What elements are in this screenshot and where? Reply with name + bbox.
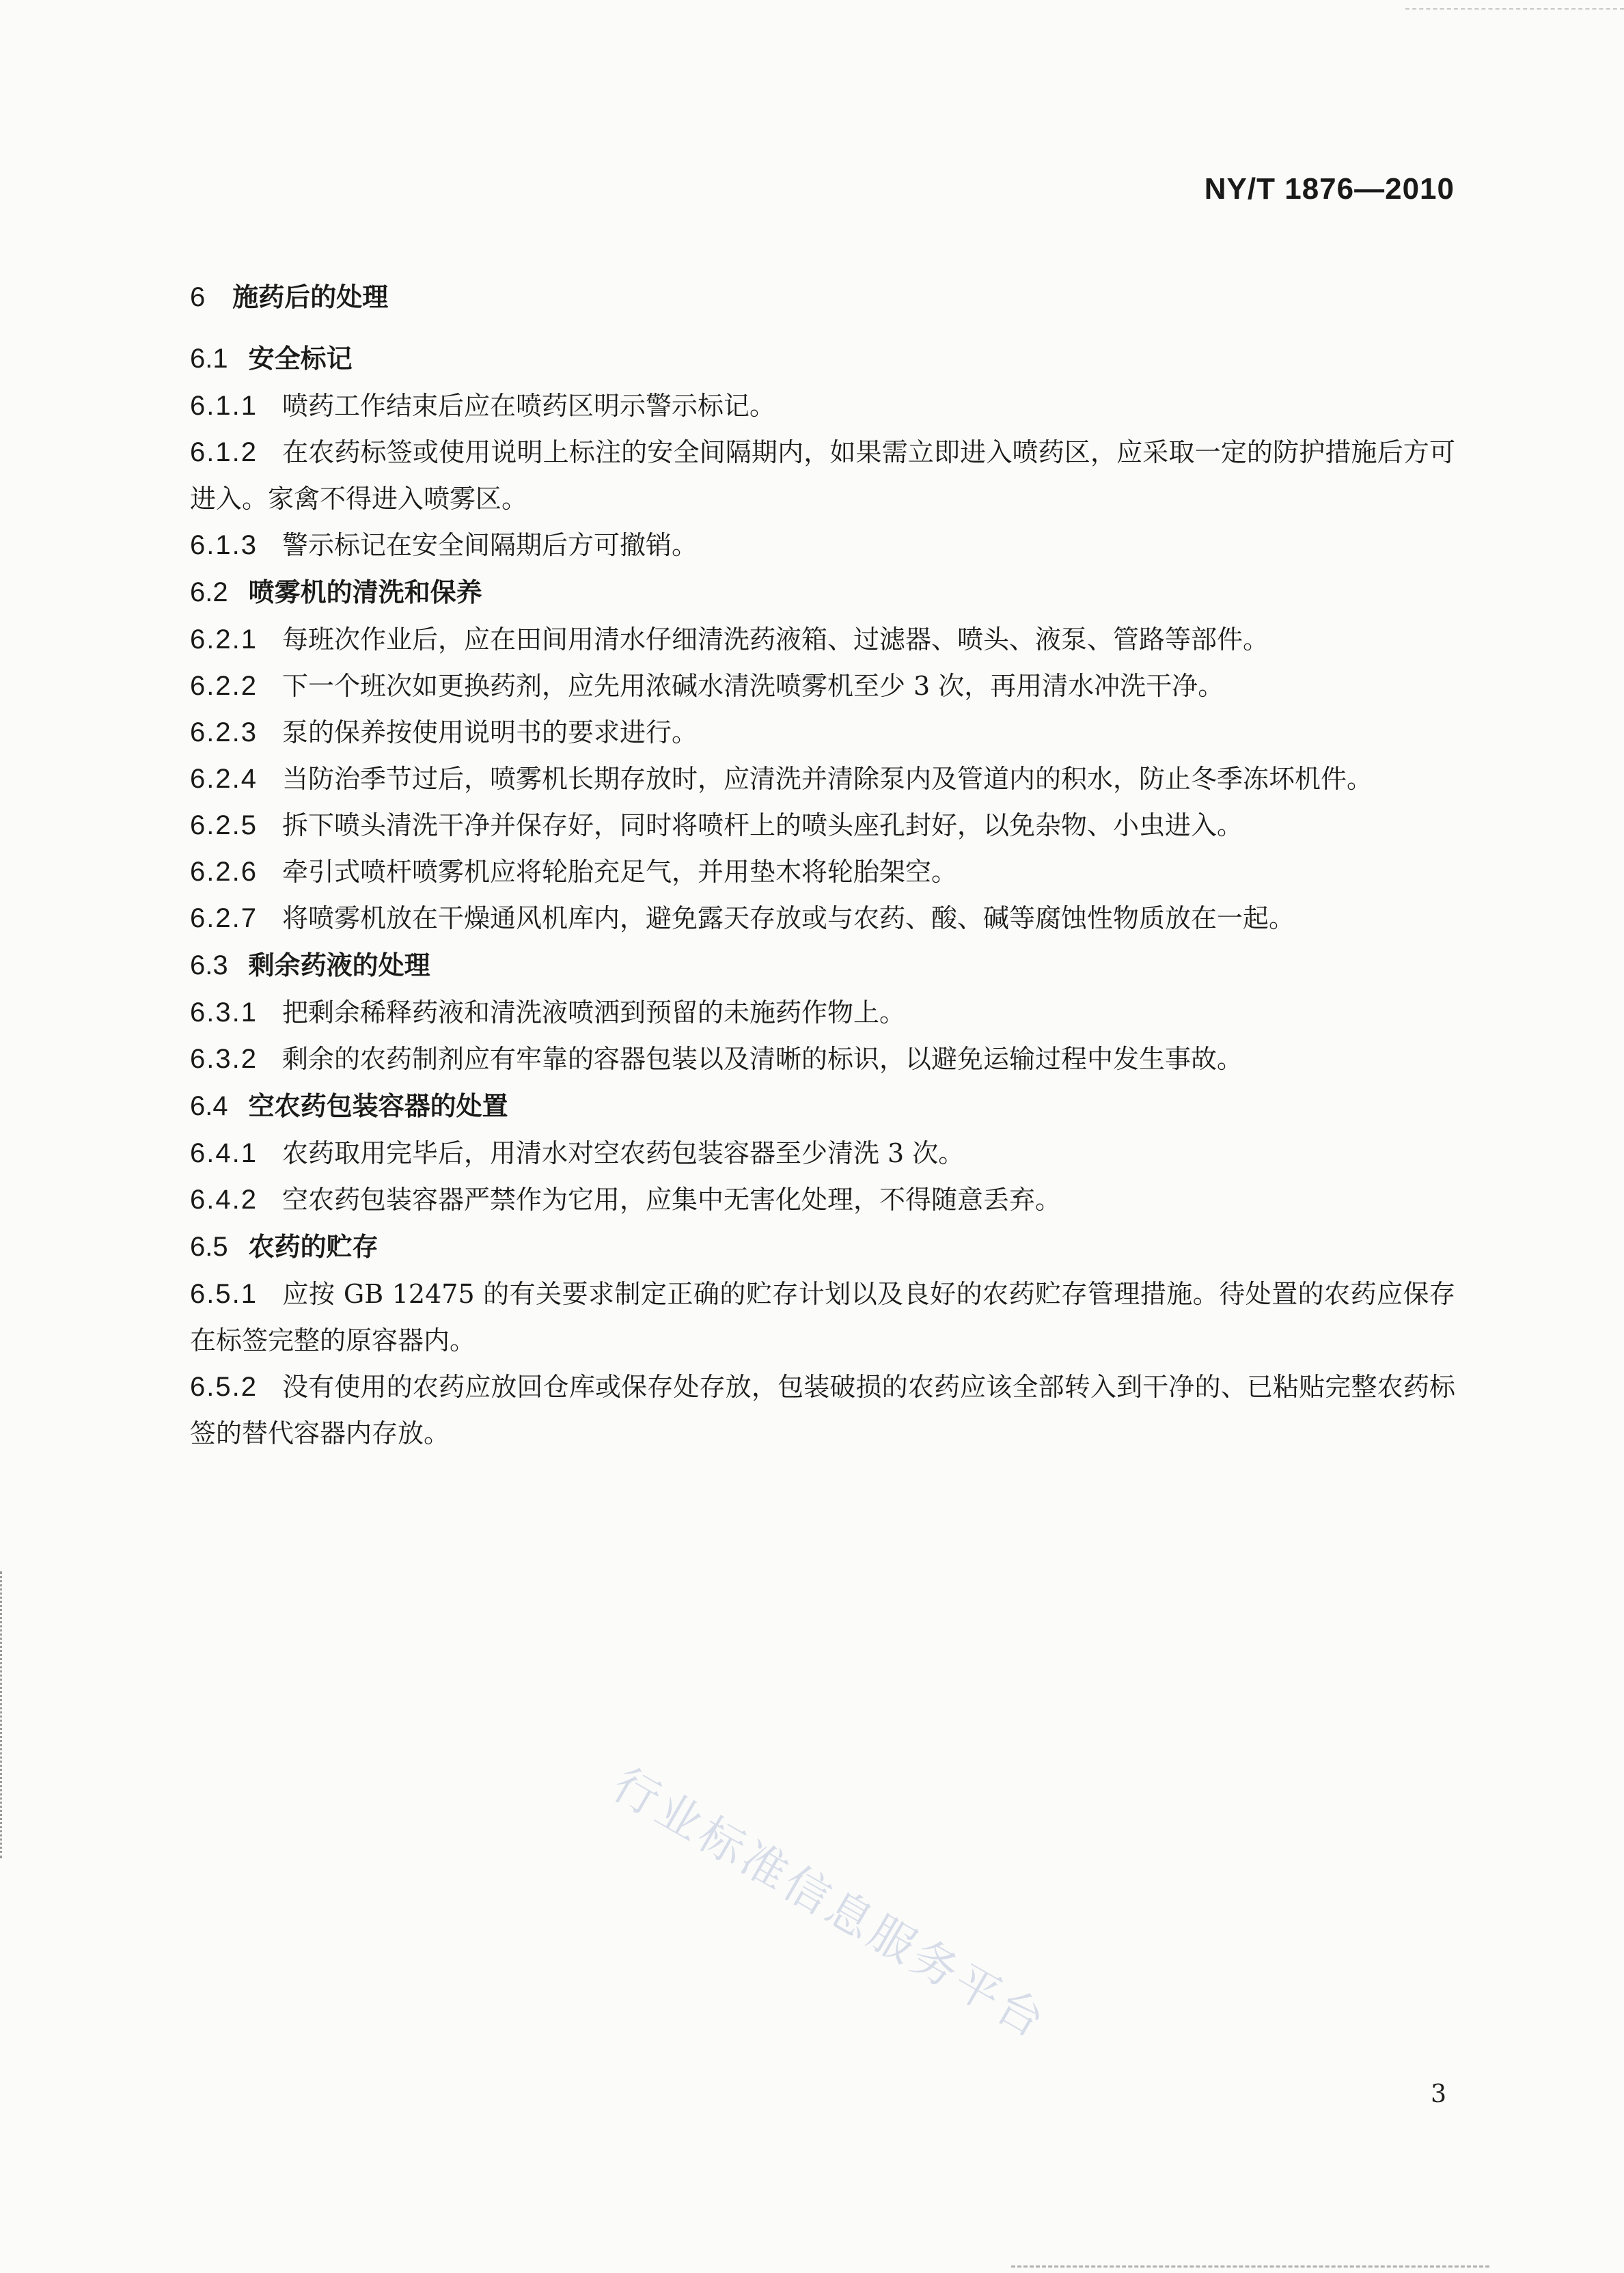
clause: [190, 1130, 1455, 1176]
clause-text: 拆下喷头清洗干净并保存好，同时将喷杆上的喷头座孔封好，以免杂物、小虫进入。: [281, 810, 1243, 840]
subsection-number: 6.4: [190, 1091, 228, 1121]
scan-edge-mark-bottom: [1011, 2265, 1489, 2273]
subsection-title: 安全标记: [248, 344, 353, 374]
clause: [190, 989, 1455, 1036]
section-heading: [190, 273, 1455, 321]
clause: [190, 895, 1455, 941]
watermark: 行业标准信息服务平台: [604, 1757, 1057, 2050]
clause-number: 6.2.5: [190, 810, 258, 840]
clause: [190, 663, 1455, 709]
clause-text: 警示标记在安全间隔期后方可撤销。: [281, 530, 698, 560]
clause-text: 每班次作业后，应在田间用清水仔细清洗药液箱、过滤器、喷头、液泵、管路等部件。: [281, 624, 1269, 655]
subsection-title: 剩余药液的处理: [248, 950, 430, 980]
clause-number: 6.5.2: [190, 1372, 258, 1402]
subsection-heading: [190, 1223, 1455, 1271]
clause: [190, 802, 1455, 849]
clause-number: 6.2.2: [190, 671, 258, 701]
clause-number: 6.4.1: [190, 1138, 258, 1168]
clause-number: 6.1.3: [190, 530, 258, 560]
clause-number: 6.5.1: [190, 1279, 258, 1309]
clause-number: 6.2.1: [190, 624, 258, 655]
clause-number: 6.2.6: [190, 857, 258, 887]
clause-text: 把剩余稀释药液和清洗液喷洒到预留的未施药作物上。: [281, 997, 905, 1028]
scan-edge-mark-left: [0, 1571, 6, 1858]
standard-code: NY/T 1876—2010: [1204, 172, 1455, 206]
clause: [190, 756, 1455, 802]
clause-text: 应按 GB 12475 的有关要求制定正确的贮存计划以及良好的农药贮存管理措施。待处置的农药应保存在标签完整的原容器内。: [190, 1279, 1455, 1355]
clause-text: 没有使用的农药应放回仓库或保存处存放，包装破损的农药应该全部转入到干净的、已粘贴完整农药标签的替代容器内存放。: [190, 1372, 1455, 1448]
clause: [190, 1036, 1455, 1082]
clause-text: 剩余的农药制剂应有牢靠的容器包装以及清晰的标识，以避免运输过程中发生事故。: [281, 1044, 1243, 1074]
subsection-heading: [190, 568, 1455, 616]
document-body: [190, 273, 1455, 1457]
clause-text: 泵的保养按使用说明书的要求进行。: [281, 717, 698, 747]
section-number: 6: [190, 282, 206, 312]
clause-number: 6.1.2: [190, 437, 258, 467]
subsection-number: 6.5: [190, 1232, 228, 1262]
subsection-number: 6.2: [190, 577, 228, 607]
clause: [190, 1364, 1455, 1457]
clause: [190, 429, 1455, 522]
subsection-title: 空农药包装容器的处置: [248, 1091, 508, 1121]
clause-number: 6.2.3: [190, 717, 258, 747]
subsection-title: 农药的贮存: [248, 1232, 379, 1262]
clause-number: 6.1.1: [190, 391, 258, 421]
clause-text: 喷药工作结束后应在喷药区明示警示标记。: [281, 391, 775, 421]
clause: [190, 1176, 1455, 1223]
clause-text: 下一个班次如更换药剂，应先用浓碱水清洗喷雾机至少 3 次，再用清水冲洗干净。: [281, 671, 1224, 701]
page-number: 3: [1431, 2080, 1446, 2108]
clause-text: 在农药标签或使用说明上标注的安全间隔期内，如果需立即进入喷药区，应采取一定的防护措施后方可进入。家禽不得进入喷雾区。: [190, 437, 1455, 514]
clause-text: 农药取用完毕后，用清水对空农药包装容器至少清洗 3 次。: [281, 1138, 965, 1168]
subsection-heading: [190, 1082, 1455, 1130]
section-title: 施药后的处理: [232, 282, 389, 312]
clause-number: 6.4.2: [190, 1185, 258, 1215]
subsection-heading: [190, 335, 1455, 383]
clause-number: 6.2.4: [190, 764, 258, 794]
clause-number: 6.2.7: [190, 903, 258, 933]
subsection-heading: [190, 941, 1455, 989]
clause: [190, 616, 1455, 663]
clause-text: 将喷雾机放在干燥通风机库内，避免露天存放或与农药、酸、碱等腐蚀性物质放在一起。: [281, 903, 1295, 933]
clause: [190, 709, 1455, 756]
clause: [190, 522, 1455, 568]
clause: [190, 383, 1455, 429]
scan-edge-mark-top: [1405, 0, 1624, 10]
clause-number: 6.3.1: [190, 997, 258, 1028]
clause-text: 牵引式喷杆喷雾机应将轮胎充足气，并用垫木将轮胎架空。: [281, 857, 957, 887]
subsection-number: 6.1: [190, 344, 228, 374]
clause-text: 空农药包装容器严禁作为它用，应集中无害化处理，不得随意丢弃。: [281, 1185, 1061, 1215]
clause: [190, 1271, 1455, 1364]
clause-number: 6.3.2: [190, 1044, 258, 1074]
subsection-number: 6.3: [190, 950, 228, 980]
clause: [190, 849, 1455, 895]
subsection-title: 喷雾机的清洗和保养: [248, 577, 482, 607]
clause-text: 当防治季节过后，喷雾机长期存放时，应清洗并清除泵内及管道内的积水，防止冬季冻坏机件。: [281, 764, 1373, 794]
